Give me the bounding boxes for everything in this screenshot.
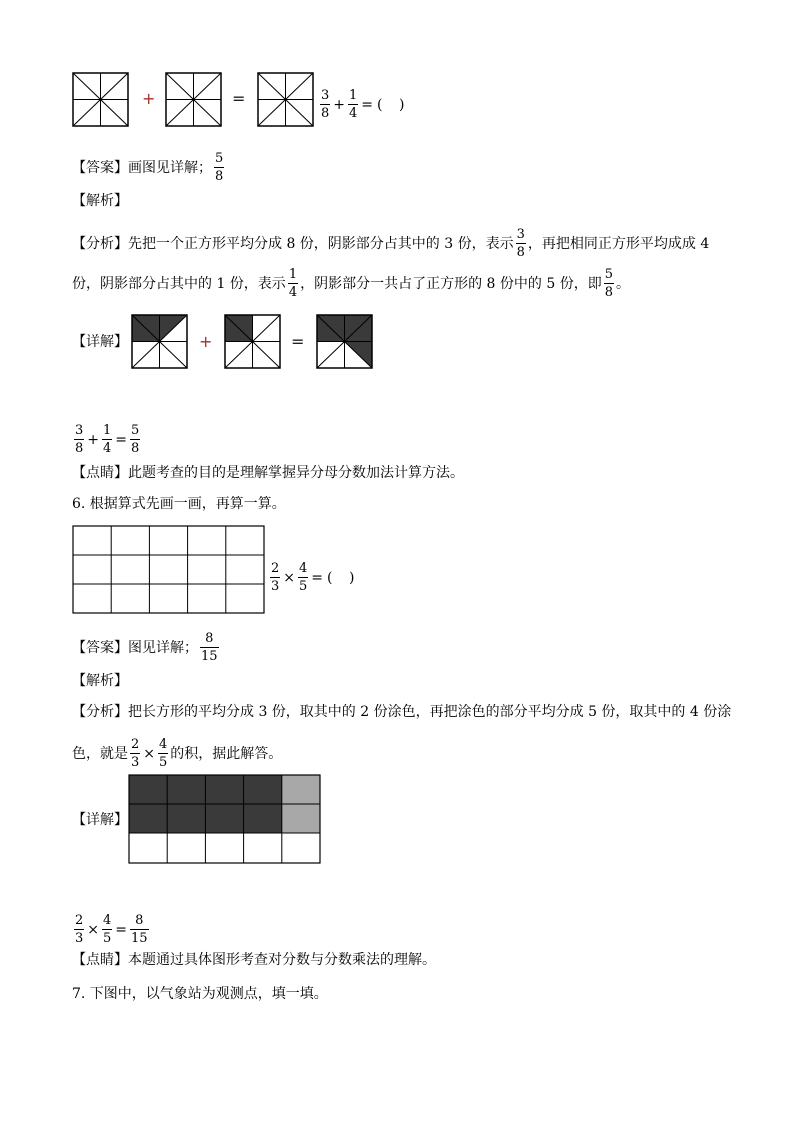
blank-square-2 bbox=[165, 72, 222, 127]
q5-analysis-line1: 【分析】 先把一个正方形平均分成 8 份，阴影部分占其中的 3 份，表示 $\frac{3}{8}$ ，再把相同正方形平均成成 4 bbox=[72, 227, 710, 260]
q6-analysis-line2: 色，就是 $\frac{2}{3}$ × $\frac{4}{5}$ 的积，据此解答。 bbox=[72, 737, 283, 770]
answer-blank-q6[interactable]: ( ) bbox=[327, 569, 361, 586]
q6-analysis-line1: 【分析】 把长方形的平均分成 3 份，取其中的 2 份涂色，再把涂色的部分平均分成 5 份，取其中的 4 份涂 bbox=[72, 704, 732, 720]
q6-answer: 【答案】 图见详解； $\frac{8}{15}$ bbox=[72, 631, 218, 664]
equal-sign: = bbox=[232, 89, 246, 108]
q6-point: 【点睛】 本题通过具体图形考查对分数与分数乘法的理解。 bbox=[72, 952, 436, 968]
blank-grid-3x5 bbox=[72, 525, 266, 615]
shaded-square-5-8 bbox=[316, 314, 373, 369]
shaded-square-1-4 bbox=[224, 314, 281, 369]
q5-point: 【点睛】 此题考查的目的是理解掌握异分母分数加法计算方法。 bbox=[72, 465, 464, 481]
q5-answer: 【答案】 画图见详解； $\frac{5}{8}$ bbox=[72, 151, 224, 184]
plus-sign-detail: + bbox=[199, 332, 213, 351]
shaded-square-3-8 bbox=[131, 314, 188, 369]
q6-title: 6. 根据算式先画一画，再算一算。 bbox=[72, 496, 286, 512]
equal-sign-detail: = bbox=[291, 332, 305, 351]
q5-jiexi: 【解析】 bbox=[72, 193, 128, 209]
q6-expression: $\frac{2}{3}$ × $\frac{4}{5}$ = ( ) bbox=[271, 561, 361, 594]
plus-sign: + bbox=[142, 89, 156, 108]
q5-detail-tag: 【详解】 bbox=[72, 334, 128, 350]
q5-expression: $\frac{3}{8}$ + $\frac{1}{4}$ = ( ) bbox=[321, 88, 411, 121]
q6-detail-tag: 【详解】 bbox=[72, 812, 128, 828]
blank-square-1 bbox=[72, 72, 129, 127]
q7-title: 7. 下图中，以气象站为观测点，填一填。 bbox=[72, 986, 328, 1002]
q5-analysis-line2: 份，阴影部分占其中的 1 份，表示 $\frac{1}{4}$ ，阴影部分一共占了正方形的 8 份中的 5 份，即 $\frac{5}{8}$ 。 bbox=[72, 267, 630, 300]
q6-jiexi: 【解析】 bbox=[72, 673, 128, 689]
blank-square-3 bbox=[257, 72, 314, 127]
q6-result: $\frac{2}{3}$ × $\frac{4}{5}$ = $\frac{8}{15}$ bbox=[75, 913, 148, 946]
shaded-grid-8-15 bbox=[128, 774, 322, 865]
answer-blank[interactable]: ( ) bbox=[377, 96, 411, 113]
q5-result: $\frac{3}{8}$ + $\frac{1}{4}$ = $\frac{5}{8}$ bbox=[75, 423, 140, 456]
